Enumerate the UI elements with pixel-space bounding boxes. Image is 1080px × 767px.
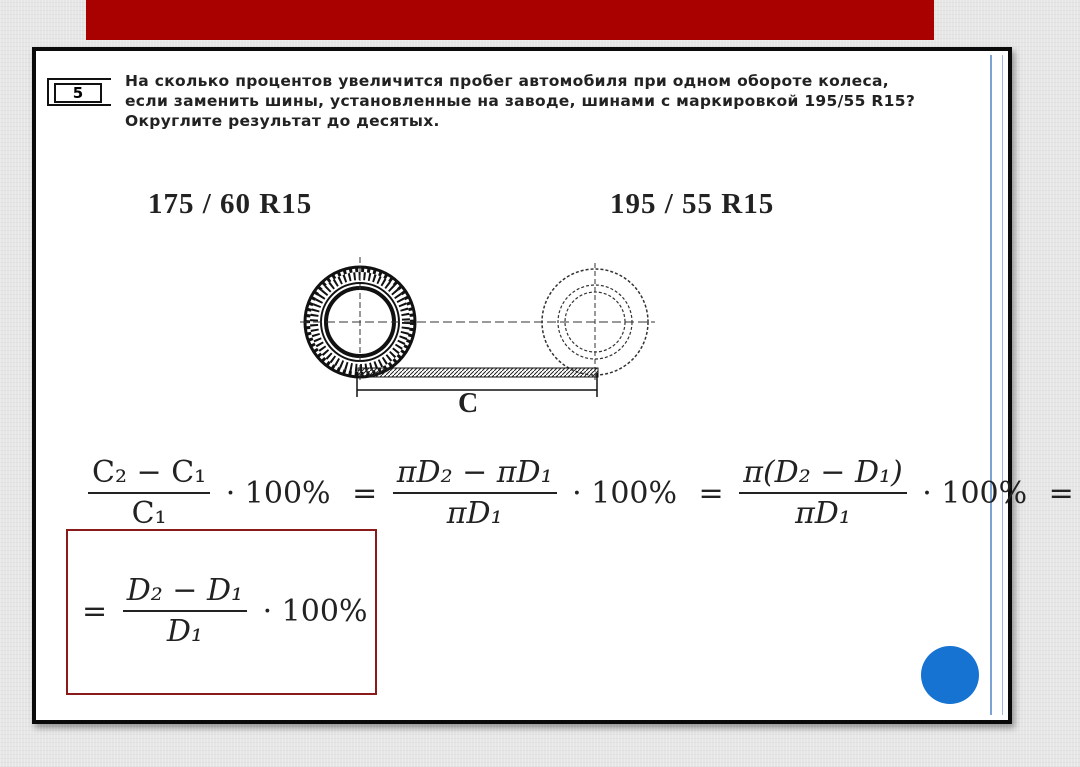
fraction-circumference [88,455,210,531]
fraction-numerator: π(D₂ − D₁) [739,455,907,494]
tire-diagram [290,255,670,425]
task-line: Округлите результат до десятых. [125,112,440,130]
equals-sign: = [698,475,724,511]
fraction-numerator: πD₂ − πD₁ [393,455,557,494]
fraction-denominator: D₁ [166,614,203,649]
original-tire [305,257,415,380]
tire-label-original: 175 / 60 R15 [148,188,313,220]
task-number-box [47,78,111,106]
formula-main [88,455,1080,531]
fraction-numerator: C₂ − C₁ [88,455,210,494]
times-100-percent: · 100% [262,593,368,629]
times-100-percent: · 100% [225,475,331,511]
fraction-numerator: D₂ − D₁ [123,573,247,612]
fraction-denominator: πD₁ [446,496,503,531]
formula-result [76,573,373,649]
task-text [125,71,975,131]
title-bar [86,0,934,40]
times-100-percent: · 100% [572,475,677,511]
task-line: если заменить шины, установленные на заводе, шинами с маркировкой 195/55 R15? [125,92,916,110]
equals-sign: = [352,475,378,511]
distance-label: C [458,388,479,419]
fraction-result [123,573,247,649]
navigation-dot[interactable] [921,646,979,704]
slide-side-decoration [990,55,1003,715]
tire-label-new: 195 / 55 R15 [610,188,775,220]
fraction-pi-factored [739,455,907,531]
equals-sign: = [82,593,108,629]
equals-sign: = [1048,475,1074,511]
task-line: На сколько процентов увеличится пробег автомобиля при одном обороте колеса, [125,72,889,90]
fraction-denominator: C₁ [131,496,167,531]
times-100-percent: · 100% [922,475,1028,511]
fraction-denominator: πD₁ [795,496,851,531]
fraction-pi-d [393,455,557,531]
task-number: 5 [54,83,102,103]
